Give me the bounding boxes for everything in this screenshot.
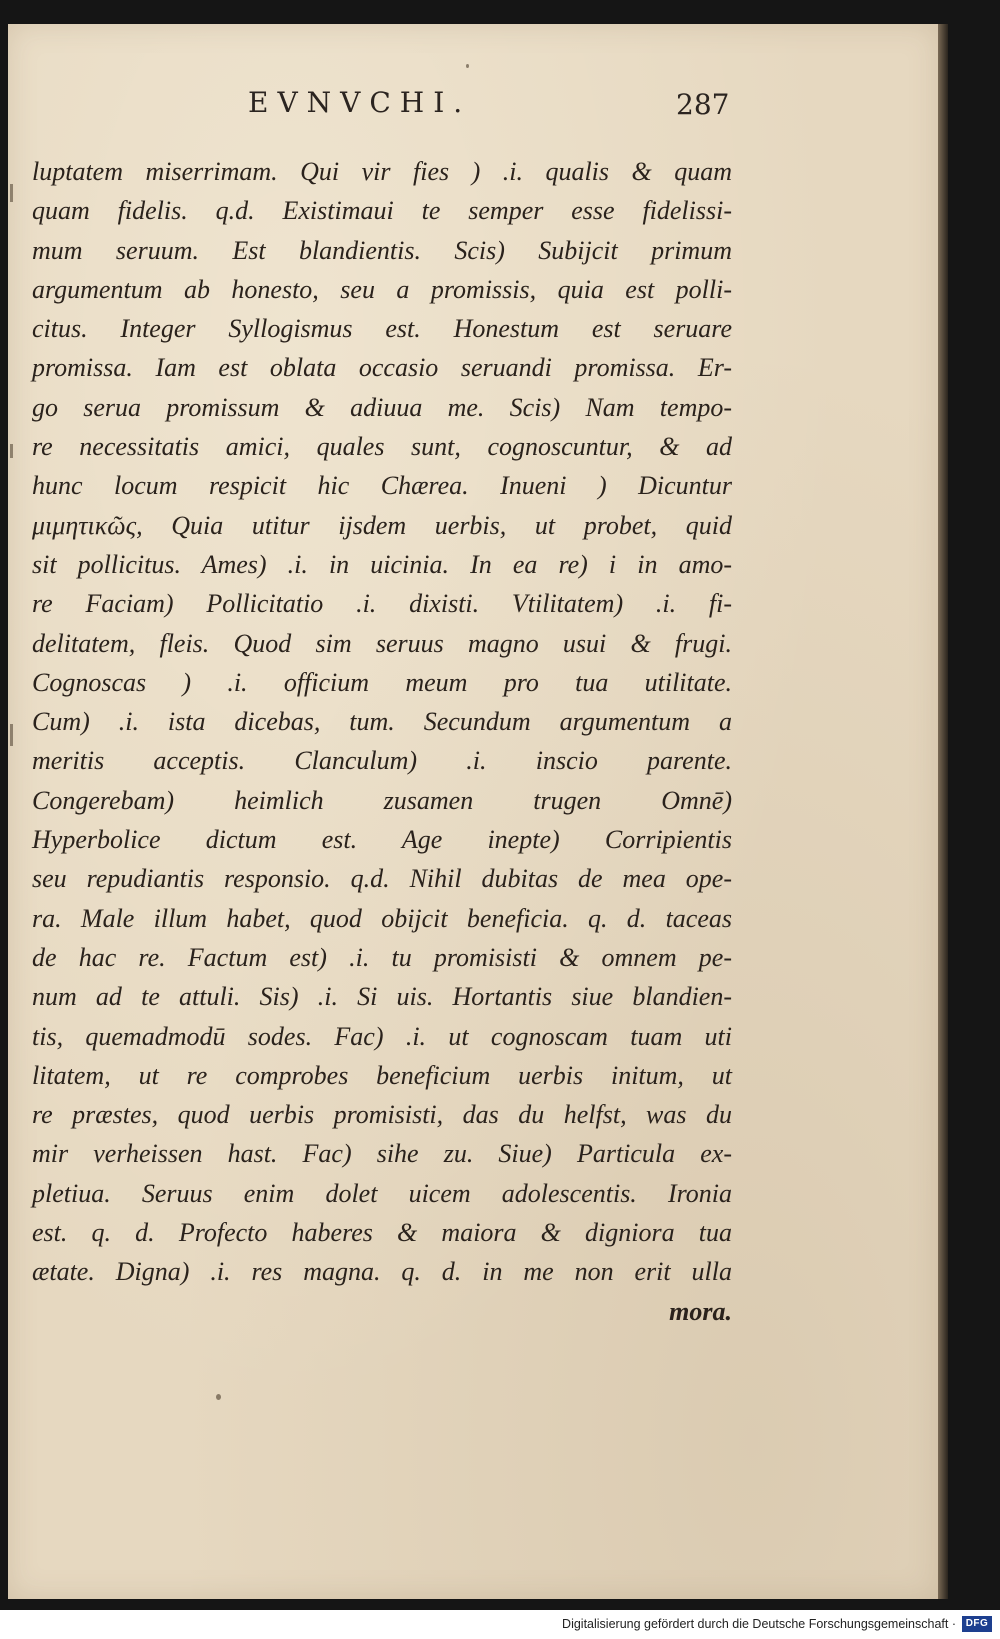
text-line: seu repudiantis responsio. q.d. Nihil dubitas de mea ope- [32,864,732,894]
text-line: citus. Integer Syllogismus est. Honestum est seruare [32,314,732,344]
text-line: luptatem miserrimam. Qui vir fies ) .i. qualis & quam [32,157,732,186]
footer [0,1610,1000,1639]
page-edge [938,24,948,1599]
book-page [8,24,938,1599]
text-line: go serua promissum & adiuua me. Scis) Nam tempo- [32,392,732,422]
ink-spot [216,1394,221,1400]
margin-mark [10,184,13,202]
text-line: delitatem, fleis. Quod sim seruus magno usui & frugi. [32,628,732,658]
text-line: re præstes, quod uerbis promisisti, das du helfst, was du [32,1100,732,1130]
margin-mark [10,724,13,746]
text-line: re necessitatis amici, quales sunt, cognoscuntur, & ad [32,432,732,462]
text-line: de hac re. Factum est) .i. tu promisisti & omnem pe- [32,942,732,972]
text-line: argumentum ab honesto, seu a promissis, quia est polli- [32,274,732,304]
dfg-logo: DFG [962,1616,992,1632]
margin-mark [10,444,13,458]
ink-spot [466,64,469,68]
page-number: 287 [676,88,730,121]
text-line: Cognoscas ) .i. officium meum pro tua utilitate. [32,667,732,697]
text-line: mora. [669,1296,732,1326]
text-line: re Faciam) Pollicitatio .i. dixisti. Vtilitatem) .i. fi- [32,589,732,619]
text-line: Congerebam) heimlich zusamen trugen Omnē) [32,785,732,815]
text-line: mum seruum. Est blandientis. Scis) Subijcit primum [32,235,732,265]
text-line: sit pollicitus. Ames) .i. in uicinia. In ea re) i in amo- [32,549,732,579]
commentary-text [32,152,732,1331]
text-line: est. q. d. Profecto haberes & maiora & digniora tua [32,1218,732,1248]
text-line: mir verheissen hast. Fac) sihe zu. Siue) Particula ex- [32,1139,732,1169]
text-line: quam fidelis. q.d. Existimaui te semper esse fidelissi- [32,196,732,226]
text-line: hunc locum respicit hic Chærea. Inueni ) Dicuntur [32,471,732,501]
text-line: tis, quemadmodū sodes. Fac) .i. ut cognoscam tuam uti [32,1021,732,1051]
text-line: pletiua. Seruus enim dolet uicem adolescentis. Ironia [32,1178,732,1208]
text-line: μιμητικῶς, Quia utitur ijsdem uerbis, ut probet, quid [32,510,732,540]
text-line: Cum) .i. ista dicebas, tum. Secundum argumentum a [32,707,732,737]
text-line: num ad te attuli. Sis) .i. Si uis. Hortantis siue blandien- [32,982,732,1012]
footer-credit: Digitalisierung gefördert durch die Deutsche Forschungsgemeinschaft · [562,1617,956,1631]
text-line: ra. Male illum habet, quod obijcit beneficia. q. d. taceas [32,903,732,933]
text-line: Hyperbolice dictum est. Age inepte) Corripientis [32,825,732,855]
text-line: meritis acceptis. Clanculum) .i. inscio parente. [32,746,732,776]
text-line: litatem, ut re comprobes beneficium uerbis initum, ut [32,1060,732,1090]
text-line: promissa. Iam est oblata occasio seruandi promissa. Er- [32,353,732,383]
running-head [8,86,938,126]
text-line: ætate. Digna) .i. res magna. q. d. in me non erit ulla [32,1257,732,1287]
running-head-title: EVNVCHI. [248,86,472,119]
